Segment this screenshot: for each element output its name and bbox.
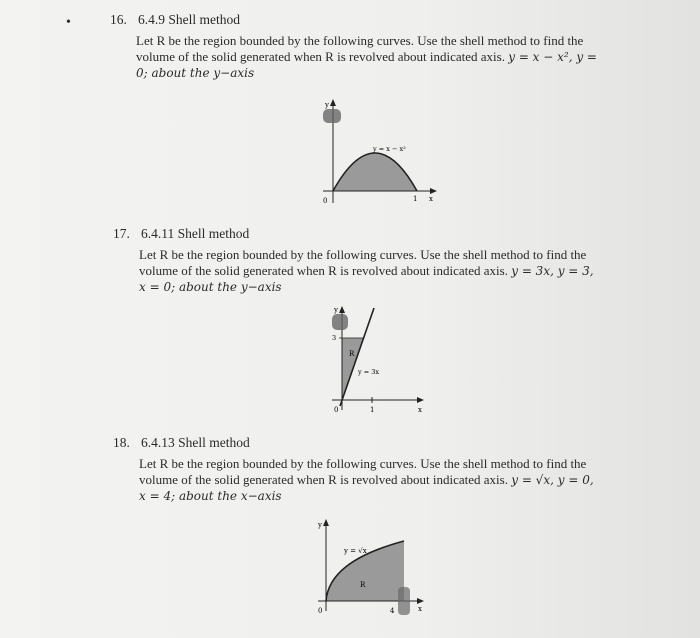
- statement-text: Let R be the region bounded by the following curves. Use the shell method to find the volume of the solid generated when R is revolved about indicated axis.: [139, 247, 587, 278]
- finger-smudge: [332, 314, 348, 330]
- problem-heading: 6.4.11 Shell method: [141, 226, 250, 241]
- x-tick-label: 4: [390, 607, 395, 615]
- x-axis-label: x: [418, 605, 422, 613]
- origin-label: 0: [318, 607, 323, 615]
- problem-18: [113, 435, 603, 504]
- problem-statement: [136, 33, 600, 81]
- origin-label: 0: [323, 197, 328, 205]
- y-axis-arrow: [323, 519, 329, 526]
- figure-16: [305, 95, 445, 210]
- problem-statement: [139, 247, 603, 295]
- problem-number: 16.: [110, 12, 127, 27]
- y-axis-label: y: [334, 306, 338, 314]
- curve-label: y = √x: [344, 547, 367, 555]
- problem-17: [113, 226, 603, 295]
- problem-heading: 6.4.13 Shell method: [141, 435, 250, 450]
- statement-text: Let R be the region bounded by the following curves. Use the shell method to find the volume of the solid generated when R is revolved about indicated axis.: [139, 456, 587, 487]
- figure-17: [322, 300, 437, 420]
- finger-smudge: [323, 109, 341, 123]
- x-axis-label: x: [418, 406, 422, 414]
- curve-label: y = x − x²: [373, 145, 406, 153]
- x-axis-arrow: [417, 598, 424, 604]
- finger-smudge: [398, 587, 410, 615]
- statement-text: Let R be the region bounded by the following curves. Use the shell method to find the volume of the solid generated when R is revolved about indicated axis.: [136, 33, 584, 64]
- y-axis-arrow: [330, 99, 336, 106]
- problem-title: [113, 435, 603, 451]
- problem-title: [113, 226, 603, 242]
- x-axis-arrow: [417, 397, 424, 403]
- x-axis-label: x: [429, 195, 433, 203]
- problem-heading: 6.4.9 Shell method: [138, 12, 240, 27]
- curve-label: y = 3x: [358, 368, 380, 376]
- statement-equation: y = 3x, y = 3, x = 0; about the y−axis: [139, 264, 594, 294]
- x-axis-arrow: [430, 188, 437, 194]
- y-axis-label: y: [325, 101, 329, 109]
- y-axis-label: y: [318, 521, 322, 529]
- x-tick-label: 1: [413, 195, 418, 203]
- region-label: R: [360, 581, 366, 589]
- x-tick-label: 1: [370, 406, 375, 414]
- y-axis-arrow: [339, 306, 345, 313]
- figure-18: [312, 515, 437, 625]
- region-label: R: [349, 350, 355, 358]
- problem-title: [110, 12, 600, 28]
- statement-equation: y = x − x², y = 0; about the y−axis: [136, 50, 597, 80]
- problem-16: [110, 12, 600, 81]
- problem-number: 18.: [113, 435, 130, 450]
- origin-label: 0: [334, 406, 339, 414]
- problem-number: 17.: [113, 226, 130, 241]
- y-tick-label: 3: [332, 334, 337, 342]
- problem-statement: [139, 456, 603, 504]
- statement-equation: y = √x, y = 0, x = 4; about the x−axis: [139, 473, 594, 503]
- bullet-dot: •: [66, 15, 71, 30]
